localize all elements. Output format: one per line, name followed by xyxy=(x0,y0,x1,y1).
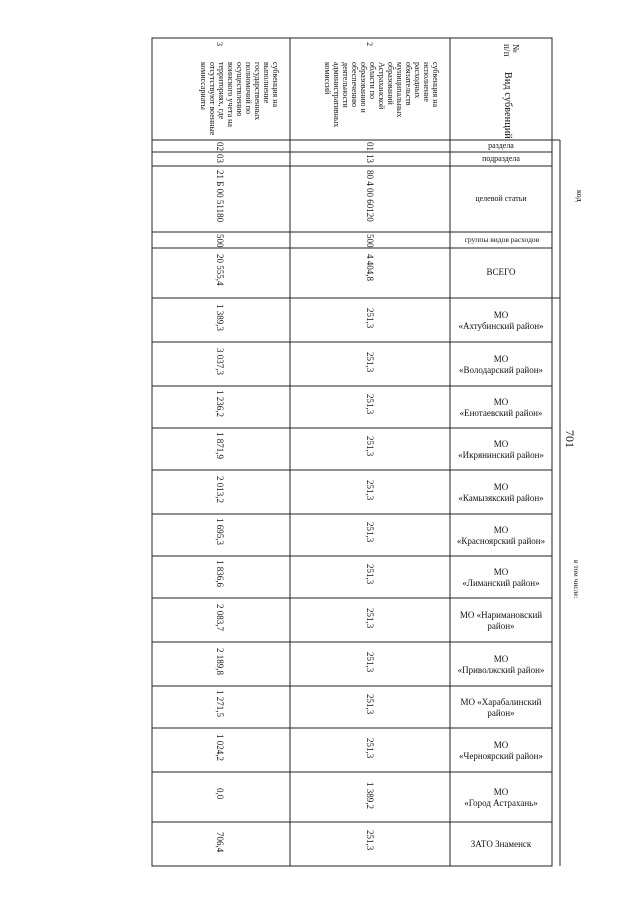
value-cell: 3 037,3 xyxy=(215,348,225,375)
municipality-cell xyxy=(452,643,550,686)
subsection-header: подраздела xyxy=(482,154,520,163)
value-cell: 251,3 xyxy=(365,564,375,585)
row-number-header: № п/п xyxy=(502,44,521,57)
value-cell: 251,3 xyxy=(365,830,375,851)
municipality-line1: МО xyxy=(493,739,509,750)
municipality-line2: «Икрянинский район» xyxy=(458,449,544,460)
row-number: 3 xyxy=(215,42,224,46)
code-group-header: код xyxy=(575,190,584,202)
municipality-line2: район» xyxy=(487,620,515,631)
subsidy-description: субвенция на исполнение расходных обязательств муниципальных образований Астраханской области по образованию и обеспечению деятельности административных комиссий xyxy=(323,62,440,128)
value-cell: 251,3 xyxy=(365,522,375,543)
value-cell: 251,3 xyxy=(365,694,375,715)
value-cell: 251,3 xyxy=(365,436,375,457)
page-number: 701 xyxy=(563,430,577,448)
value-cell: 251,3 xyxy=(365,308,375,329)
municipality-line2: «Володарский район» xyxy=(458,364,544,375)
municipality-cell xyxy=(452,823,550,865)
value-cell: 1 024,2 xyxy=(215,734,225,761)
value-cell: 1 236,2 xyxy=(215,390,225,417)
total-value: 20 555,4 xyxy=(215,254,225,286)
municipality-cell xyxy=(452,557,550,598)
value-cell: 251,3 xyxy=(365,608,375,629)
municipality-line1: МО xyxy=(493,310,509,320)
total-value: 4 404,8 xyxy=(365,254,375,281)
municipality-line1: МО xyxy=(493,786,509,797)
municipality-cell xyxy=(452,471,550,514)
municipality-line1: МО «Наримановский xyxy=(459,609,543,620)
municipality-cell xyxy=(452,773,550,822)
municipality-line2: район» xyxy=(487,707,515,718)
row-number: 2 xyxy=(365,42,374,46)
municipality-cell xyxy=(452,300,550,342)
section-code: 02 xyxy=(215,142,225,151)
value-cell: 706,4 xyxy=(215,832,225,853)
value-cell: 251,3 xyxy=(365,480,375,501)
total-header: ВСЕГО xyxy=(486,267,516,277)
value-cell: 1 389,2 xyxy=(365,782,375,809)
value-cell: 2 083,7 xyxy=(215,604,225,631)
municipality-line1: МО xyxy=(493,653,509,664)
municipality-line2: «Лиманский район» xyxy=(462,577,540,588)
target-item-code: 21 Б 00 51180 xyxy=(215,170,225,223)
subsidy-description: субвенция на выполнение государственных полномочий по осуществлению воинского учета на территориях, где отсутствуют военные комиссариаты xyxy=(199,62,280,136)
value-cell: 1 695,3 xyxy=(215,518,225,545)
municipality-line1: ЗАТО Знаменск xyxy=(470,838,532,849)
expense-group-code: 500 xyxy=(215,234,225,248)
municipality-cell xyxy=(452,387,550,428)
subsidy-type-header: Вид субвенций xyxy=(502,72,513,139)
municipality-line2: «Ахтубинский район» xyxy=(458,321,544,331)
target-item-code: 80 4 00 60120 xyxy=(365,170,375,222)
municipality-line1: МО xyxy=(493,566,509,577)
value-cell: 1 389,3 xyxy=(215,304,225,331)
municipality-line1: МО xyxy=(493,396,509,407)
municipality-line1: МО xyxy=(493,481,509,492)
municipality-cell xyxy=(452,729,550,772)
municipality-cell xyxy=(452,515,550,556)
value-cell: 1 871,9 xyxy=(215,432,225,459)
target-item-header: целевой статьи xyxy=(475,194,527,203)
value-cell: 2 189,8 xyxy=(215,648,225,675)
municipality-cell xyxy=(452,687,550,728)
section-code: 01 xyxy=(365,142,375,151)
expense-group-code: 500 xyxy=(365,234,375,248)
municipality-line1: МО xyxy=(493,353,509,364)
municipality-line2: «Приволжский район» xyxy=(457,664,545,675)
value-cell: 1 836,6 xyxy=(215,560,225,587)
value-cell: 0,0 xyxy=(215,788,225,800)
municipality-line2: «Черноярский район» xyxy=(458,750,543,761)
including-header: в том числе: xyxy=(572,560,580,599)
municipality-cell xyxy=(452,599,550,642)
municipality-line2: «Город Астрахань» xyxy=(464,797,538,808)
subsection-code: 03 xyxy=(215,154,225,163)
municipality-line2: «Красноярский район» xyxy=(456,535,546,546)
municipality-cell xyxy=(452,429,550,470)
municipality-line1: МО xyxy=(493,524,509,535)
section-header: раздела xyxy=(488,141,514,150)
value-cell: 2 013,2 xyxy=(215,476,225,503)
value-cell: 251,3 xyxy=(365,738,375,759)
value-cell: 1 271,5 xyxy=(215,690,225,717)
expense-group-header: группы видов расходов xyxy=(464,235,540,244)
municipality-cell xyxy=(452,343,550,386)
value-cell: 251,3 xyxy=(365,352,375,373)
municipality-line1: МО xyxy=(493,438,509,449)
subsection-code: 13 xyxy=(365,154,375,163)
municipality-line2: «Енотаевский район» xyxy=(459,407,543,418)
value-cell: 251,3 xyxy=(365,652,375,673)
value-cell: 251,3 xyxy=(365,394,375,415)
municipality-line2: «Камызякский район» xyxy=(458,492,544,503)
municipality-line1: МО «Харабалинский xyxy=(460,696,542,707)
